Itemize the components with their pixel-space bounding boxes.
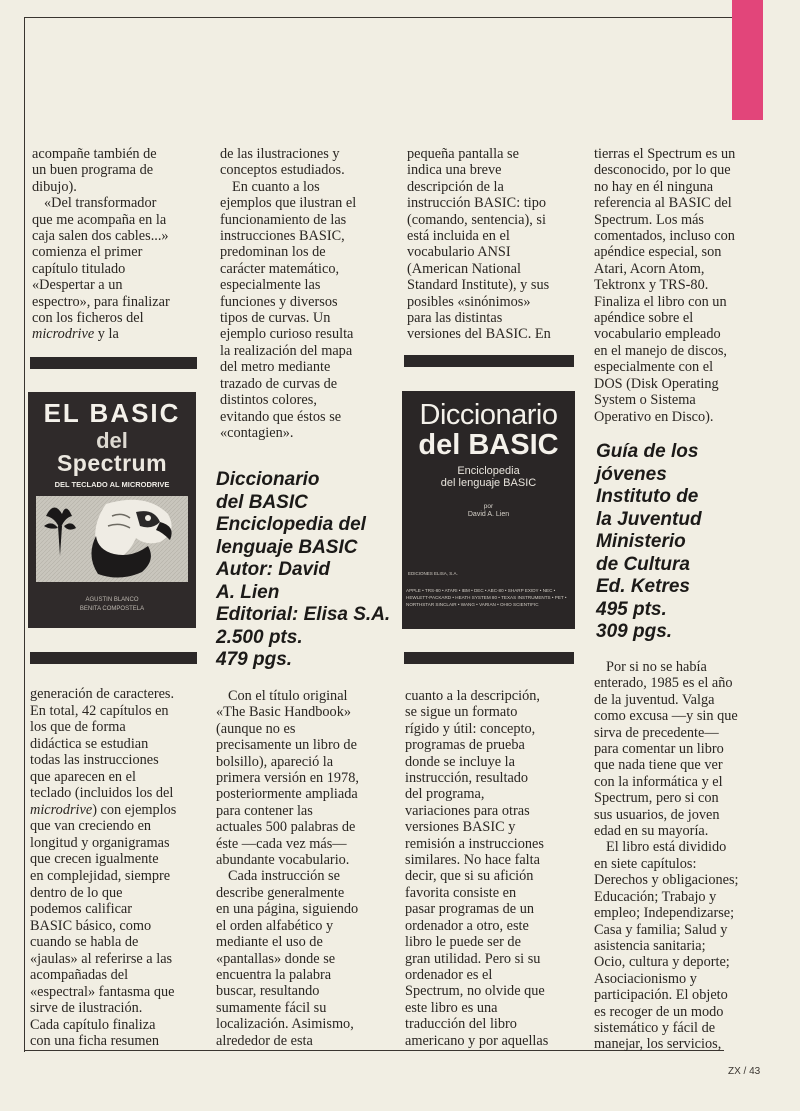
cover-title-line: del BASIC	[418, 429, 559, 461]
section-rule	[404, 652, 574, 664]
text-line: funciones y diversos	[220, 293, 338, 310]
heading-line: Ed. Ketres	[596, 576, 690, 597]
text-line: encuentra la palabra	[216, 966, 332, 983]
text-line: «espectral» fantasma que	[30, 983, 175, 1000]
text-line: vocabulario ANSI	[407, 244, 511, 261]
text-line: variaciones para otras	[405, 802, 530, 819]
text-line: posibles «sinónimos»	[407, 293, 531, 310]
cover-brand-list: APPLE • TRS-80 • ATARI • IBM • DEC • ABC-80 • SHARP EXIDY • NEC • HEWLETT-PACKARD • HEATH SYSTEM 80 • TEXAS INSTRUMENTS • PET • NORTHSTAR SINCLAIR • WANG • VARIAN • OHIO SCIENTIFIC	[406, 588, 567, 607]
text-line: (aunque no es	[216, 720, 296, 737]
text-line: del metro mediante	[220, 359, 331, 376]
text-line: para las distintas	[407, 310, 503, 327]
text-line: comentados, incluso con	[594, 228, 735, 245]
text-line: del programa,	[405, 786, 485, 803]
book-review-heading-guia	[596, 441, 702, 644]
italic-term: microdrive	[32, 326, 95, 343]
cover-author: BENITA COMPOSTELA	[79, 606, 145, 612]
text-line: instrucción, resultado	[405, 770, 529, 787]
text-line: podemos calificar	[30, 901, 133, 918]
heading-line: Ministerio	[596, 531, 686, 552]
text-line: en una página, siguiendo	[216, 901, 359, 918]
text-line: sirve de ilustración.	[30, 1000, 143, 1017]
book-review-heading-diccionario	[216, 469, 390, 672]
text-line: Operativo en Disco).	[594, 408, 714, 425]
col3-bottom-text	[405, 688, 560, 1049]
text-line: como excusa —y sin que	[594, 708, 738, 725]
text-line: con una ficha resumen	[30, 1033, 160, 1050]
text-line: dentro de lo que	[30, 884, 123, 901]
heading-line: de Cultura	[596, 553, 690, 575]
text-line: trazado de curvas de	[220, 375, 338, 392]
text-line: acompañe también de	[32, 146, 157, 162]
text-line: instrucciones BASIC,	[220, 228, 345, 245]
text-line: capítulo titulado	[32, 260, 126, 277]
text-line: alrededor de esta	[216, 1032, 313, 1049]
text-line: Derechos y obligaciones;	[594, 872, 739, 889]
cover-author: AGUSTIN BLANCO	[85, 597, 139, 603]
top-border-line	[24, 17, 740, 18]
text-line: referencia al BASIC del	[594, 195, 732, 212]
text-line: sistemático y fácil de	[594, 1019, 716, 1036]
text-line: es recoger de un modo	[594, 1003, 724, 1020]
text-line: Con el título original	[228, 688, 348, 704]
text-line: cuando se habla de	[30, 934, 139, 951]
text-line: pequeña pantalla se	[407, 146, 519, 162]
text-line: decir, que si su afición	[405, 868, 534, 885]
text-line: (comando, sentencia), si	[407, 211, 546, 228]
italic-term: microdrive	[30, 801, 93, 818]
text-line: teclado (incluidos los del	[30, 785, 174, 802]
text-line: este libro es una	[405, 999, 498, 1016]
text-line: describe generalmente	[216, 884, 345, 901]
text-line: cuanto a la descripción,	[405, 688, 540, 704]
text-line: está incluida en el	[407, 228, 510, 245]
text-line: tierras el Spectrum es un	[594, 146, 736, 162]
text-line: Por si no se había	[606, 659, 707, 675]
text-line: carácter matemático,	[220, 260, 340, 277]
text-line: conceptos estudiados.	[220, 162, 345, 179]
text-line: caja salen dos cables...»	[32, 228, 169, 245]
text-line: sumamente fácil su	[216, 999, 327, 1016]
heading-line: Instituto de	[596, 486, 699, 507]
heading-line: Diccionario	[216, 469, 320, 490]
text-line: que me acompaña en la	[32, 211, 167, 228]
text-line: evitando que éstos se	[220, 408, 342, 425]
heading-line: 479 pgs.	[216, 649, 293, 670]
text-line: remisión a instrucciones	[405, 835, 544, 852]
section-rule	[30, 652, 197, 664]
text-line: generación de caracteres.	[30, 686, 175, 702]
text-line: el orden alfabético y	[216, 917, 334, 934]
col2-bottom-text	[216, 688, 371, 1049]
cover-title-line: del	[96, 428, 128, 453]
text-line: localización. Asimismo,	[216, 1016, 354, 1033]
text-line: no hay en él ninguna	[594, 178, 714, 195]
text-line: «Despertar a un	[32, 277, 123, 294]
col2-top-text	[220, 146, 375, 441]
text-line: especialmente las	[220, 277, 321, 294]
section-rule	[404, 355, 574, 367]
cover-title-line: Diccionario	[419, 399, 558, 431]
text-line: especialmente con el	[594, 359, 714, 376]
text-line: vocabulario empleado	[594, 326, 721, 343]
col4-bottom-text	[594, 659, 749, 1053]
text-line: «Del transformador	[44, 195, 157, 212]
text-line: traducción del libro	[405, 1016, 517, 1033]
text-line: instrucción BASIC: tipo	[407, 195, 546, 212]
heading-line: 2.500 pts.	[216, 626, 303, 648]
cover-authors	[28, 596, 196, 614]
text-line: Tektronx y TRS-80.	[594, 277, 709, 294]
text-line: apéndice sobre el	[594, 310, 694, 327]
text-line: ejemplo curioso resulta	[220, 326, 354, 343]
text-line: «The Basic Handbook»	[216, 704, 351, 721]
heading-line: A. Lien	[216, 581, 280, 603]
text-line: en el manejo de discos,	[594, 342, 728, 359]
text-line: bolsillo), apareció la	[216, 753, 334, 770]
text-line: pasar programas de un	[405, 901, 535, 918]
page-number: ZX / 43	[728, 1066, 761, 1077]
text-line: asistencia sanitaria;	[594, 937, 706, 954]
text-line: americano y por aquellas	[405, 1032, 549, 1049]
cover-publisher: EDICIONES ELISA, S.A.	[408, 571, 458, 576]
text-line: distintos colores,	[220, 392, 317, 409]
parrot-illustration	[36, 496, 188, 582]
text-line: dibujo).	[32, 178, 77, 195]
text-line: BASIC básico, como	[30, 917, 152, 934]
text-line: espectro», para finalizar	[32, 293, 170, 310]
text-line: «contagien».	[220, 424, 294, 441]
text-line: empleo; Independizarse;	[594, 905, 735, 922]
text-line: en complejidad, siempre	[30, 868, 171, 885]
text-line: participación. El objeto	[594, 987, 728, 1004]
cover-subtitle-line: Enciclopedia	[457, 465, 520, 477]
cover-subtitle: DEL TECLADO AL MICRODRIVE	[54, 480, 170, 489]
text-line: apéndice especial, son	[594, 244, 722, 261]
text-line: Cada capítulo finaliza	[30, 1016, 156, 1033]
text-line: longitud y organigramas	[30, 834, 170, 851]
text-line: abundante vocabulario.	[216, 852, 350, 869]
text-line: actuales 500 palabras de	[216, 819, 356, 836]
cover-author: David A. Lien	[467, 511, 510, 518]
text-line: En total, 42 capítulos en	[30, 702, 169, 719]
cover-title-line: Spectrum	[56, 450, 168, 476]
text-line: gran utilidad. Pero si su	[405, 950, 541, 967]
text-line: descripción de la	[407, 178, 504, 195]
heading-line: Autor: David	[216, 559, 330, 580]
text-line: Standard Institute), y sus	[407, 277, 550, 294]
text-line: precisamente un libro de	[216, 737, 357, 754]
text-line: microdrive y la	[32, 326, 119, 343]
text-line: rígido y útil: concepto,	[405, 720, 536, 737]
text-line: la realización del mapa	[220, 342, 353, 359]
text-line: similares. No hace falta	[405, 852, 540, 869]
cover-subtitle	[402, 465, 575, 489]
text-line: ejemplos que ilustran el	[220, 195, 357, 212]
text-line: un buen programa de	[32, 162, 154, 179]
text-line: sirva de precedente—	[594, 724, 719, 741]
col4-top-text	[594, 146, 749, 425]
heading-line: 309 pgs.	[596, 621, 673, 642]
text-line: primera versión en 1978,	[216, 770, 359, 787]
col1-bottom-text	[30, 686, 185, 1050]
text-line: «jaulas» al referirse a las	[30, 950, 173, 967]
text-line: que crecen igualmente	[30, 851, 159, 868]
heading-line: la Juventud	[596, 508, 702, 530]
col1-top-text	[32, 146, 187, 343]
cover-title-line: EL BASIC	[43, 398, 181, 428]
text-line: predominan los de	[220, 244, 326, 261]
text-line: funcionamiento de las	[220, 211, 347, 228]
section-rule	[30, 357, 197, 369]
accent-tab	[732, 0, 763, 120]
text-line: posteriormente ampliada	[216, 786, 358, 803]
text-line: Finaliza el libro con un	[594, 293, 727, 310]
book-cover-diccionario-basic	[402, 391, 575, 629]
cover-subtitle-line: del lenguaje BASIC	[440, 477, 537, 489]
text-line: en siete capítulos:	[594, 855, 697, 872]
text-line: mediante el uso de	[216, 934, 323, 951]
text-line: acompañadas del	[30, 967, 129, 984]
text-line: libro le puede ser de	[405, 934, 521, 951]
text-line: indica una breve	[407, 162, 502, 179]
heading-line: Guía de los	[596, 441, 699, 462]
text-line: comienza el primer	[32, 244, 143, 261]
text-line: Atari, Acorn Atom,	[594, 260, 705, 277]
text-line: manejar, los servicios,	[594, 1036, 722, 1053]
text-line: enterado, 1985 es el año	[594, 675, 733, 692]
text-line: Educación; Trabajo y	[594, 888, 717, 905]
text-line: desconocido, por lo que	[594, 162, 731, 179]
text-line: versiones BASIC y	[405, 819, 516, 836]
text-line: donde se incluye la	[405, 753, 515, 770]
text-line: con los ficheros del	[32, 310, 144, 327]
text-line: de las ilustraciones y	[220, 146, 340, 162]
cover-by: por	[483, 503, 494, 510]
text-line: versiones del BASIC. En	[407, 326, 551, 343]
text-line: con la informática y el	[594, 773, 723, 790]
book-cover-basic-spectrum	[28, 392, 196, 628]
text-line: Spectrum. Los más	[594, 211, 704, 228]
text-line: se sigue un formato	[405, 704, 518, 721]
text-line: todas las instrucciones	[30, 752, 159, 769]
text-line: buscar, resultando	[216, 983, 320, 1000]
text-line: edad en su mayoría.	[594, 823, 709, 840]
text-line: Asociacionismo y	[594, 970, 697, 987]
text-line: de la juventud. Valga	[594, 691, 715, 708]
text-line: microdrive) con ejemplos	[30, 801, 177, 818]
text-line: programas de prueba	[405, 737, 525, 754]
text-line: favorita consiste en	[405, 884, 517, 901]
text-line: tipos de curvas. Un	[220, 310, 331, 327]
heading-line: jóvenes	[596, 463, 667, 485]
text-line: Spectrum, pero si con	[594, 790, 719, 807]
text-line: los que de forma	[30, 719, 126, 736]
text-line: didáctica se estudian	[30, 735, 149, 752]
text-line: ordenador es el	[405, 966, 493, 983]
text-line: System o Sistema	[594, 392, 696, 409]
text-line: sus usuarios, de joven	[594, 806, 720, 823]
text-line: ordenador a otro, este	[405, 917, 529, 934]
text-line: que nada tiene que ver	[594, 757, 723, 774]
text-line: Casa y familia; Salud y	[594, 921, 728, 938]
text-line: para contener las	[216, 802, 313, 819]
text-line: que van creciendo en	[30, 818, 152, 835]
text-line: Ocio, cultura y deporte;	[594, 954, 730, 971]
heading-line: lenguaje BASIC	[216, 536, 358, 558]
left-border-line	[24, 17, 25, 1052]
text-line: (American National	[407, 260, 521, 277]
heading-line: Editorial: Elisa S.A.	[216, 604, 391, 625]
col3-top-text	[407, 146, 562, 343]
text-line: éste —cada vez más—	[216, 835, 347, 852]
text-line: El libro está dividido	[606, 839, 727, 856]
text-line: Cada instrucción se	[228, 868, 340, 885]
text-line: «pantallas» donde se	[216, 950, 336, 967]
heading-line: del BASIC	[216, 491, 308, 513]
text-line: Spectrum, no olvide que	[405, 983, 545, 1000]
text-line: DOS (Disk Operating	[594, 375, 719, 392]
heading-line: Enciclopedia del	[216, 514, 366, 535]
text-line: En cuanto a los	[232, 178, 320, 195]
text-line: para comentar un libro	[594, 741, 724, 758]
text-line: que aparecen en el	[30, 768, 136, 785]
heading-line: 495 pts.	[596, 598, 667, 620]
